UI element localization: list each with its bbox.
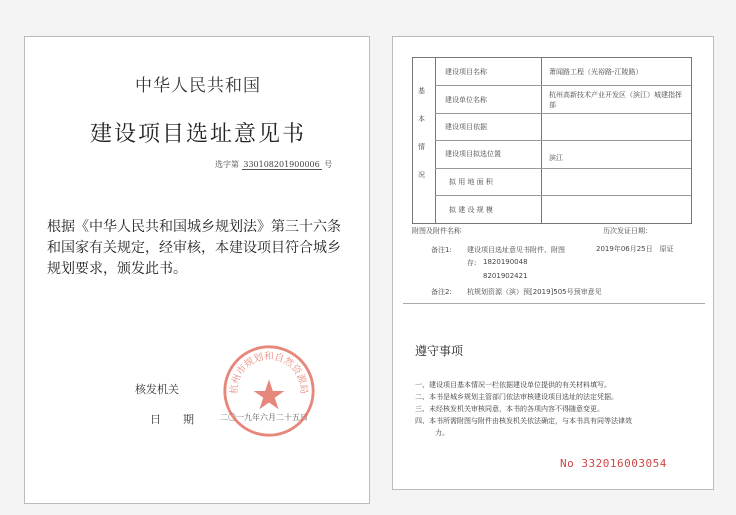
issue-date: 二〇一九年六月二十五日 xyxy=(220,413,308,422)
notice-title: 遵守事项 xyxy=(415,344,464,358)
date-label: 日 期 xyxy=(150,413,194,426)
notice-item: 一、建设项目基本情况一栏依据建设单位提供的有关材料填写。 xyxy=(415,381,611,389)
note1-ids-label: 存: xyxy=(467,259,477,267)
note1-date: 2019年06月25日 原证 xyxy=(596,245,674,253)
note1-id-1: 1820190048 xyxy=(483,258,528,266)
serial-label: 选字第 xyxy=(215,160,239,169)
side-label-char: 况 xyxy=(418,171,425,179)
row-value-project-name: 萧闻路工程（光裕路-江陵路） xyxy=(549,68,643,76)
basic-info-table xyxy=(412,57,692,224)
row-label-scale: 拟 建 设 规 模 xyxy=(449,206,493,214)
note2-label: 备注2: xyxy=(431,288,452,296)
note1-label: 备注1: xyxy=(431,246,452,254)
issuer-label: 核发机关 xyxy=(135,383,179,396)
notice-item: 力。 xyxy=(435,429,449,437)
official-seal-icon xyxy=(221,343,317,439)
row-label-land-area: 拟 用 地 面 积 xyxy=(449,178,493,186)
side-label-char: 情 xyxy=(418,143,425,151)
notice-item: 四、本书所需附图与附件由核发机关依法确定，与本书具有同等法律效 xyxy=(415,417,632,425)
approval-statement: 根据《中华人民共和国城乡规划法》第三十六条和国家有关规定，经审核，本建设项目符合城乡规划要求，颁发此书。 xyxy=(47,219,341,277)
notice-item: 二、本书是城乡规划主管部门依法审核建设项目选址的法定凭据。 xyxy=(415,393,618,401)
row-label-builder: 建设单位名称 xyxy=(445,96,487,104)
side-label-char: 基 xyxy=(418,87,425,95)
history-label: 历次发证日期： xyxy=(603,227,652,235)
serial-number: 330108201900006 xyxy=(243,160,320,169)
note1-text: 建设项目选址意见书附件、附图 xyxy=(467,246,565,254)
serial-line xyxy=(215,159,332,170)
side-label-char: 本 xyxy=(418,115,425,123)
row-value-builder: 杭州高新技术产业开发区（滨江）城建指挥部 xyxy=(549,91,682,109)
note2-text: 杭规划资源（滨）预[2019]505号预审意见 xyxy=(467,288,602,296)
note1-id-2: 8201902421 xyxy=(483,272,528,280)
certificate-left-page xyxy=(24,36,370,504)
country-heading: 中华人民共和国 xyxy=(135,76,261,96)
certificate-right-page xyxy=(392,36,714,490)
seal-text: 杭州市规划和自然资源局 xyxy=(229,351,309,395)
row-label-project-name: 建设项目名称 xyxy=(445,68,487,76)
section-divider xyxy=(403,303,705,304)
row-label-basis: 建设项目依据 xyxy=(445,123,487,131)
serial-suffix: 号 xyxy=(324,160,333,169)
row-value-location: 滨江 xyxy=(549,154,563,162)
notice-item: 三、未经核发机关审核同意，本书的各项内容不得随意变更。 xyxy=(415,405,604,413)
attachments-label: 附图及附件名称 xyxy=(412,227,461,235)
document-title: 建设项目选址意见书 xyxy=(89,122,306,147)
row-label-location: 建设项目拟选位置 xyxy=(445,150,501,158)
certificate-number: No 332016003054 xyxy=(560,457,667,470)
